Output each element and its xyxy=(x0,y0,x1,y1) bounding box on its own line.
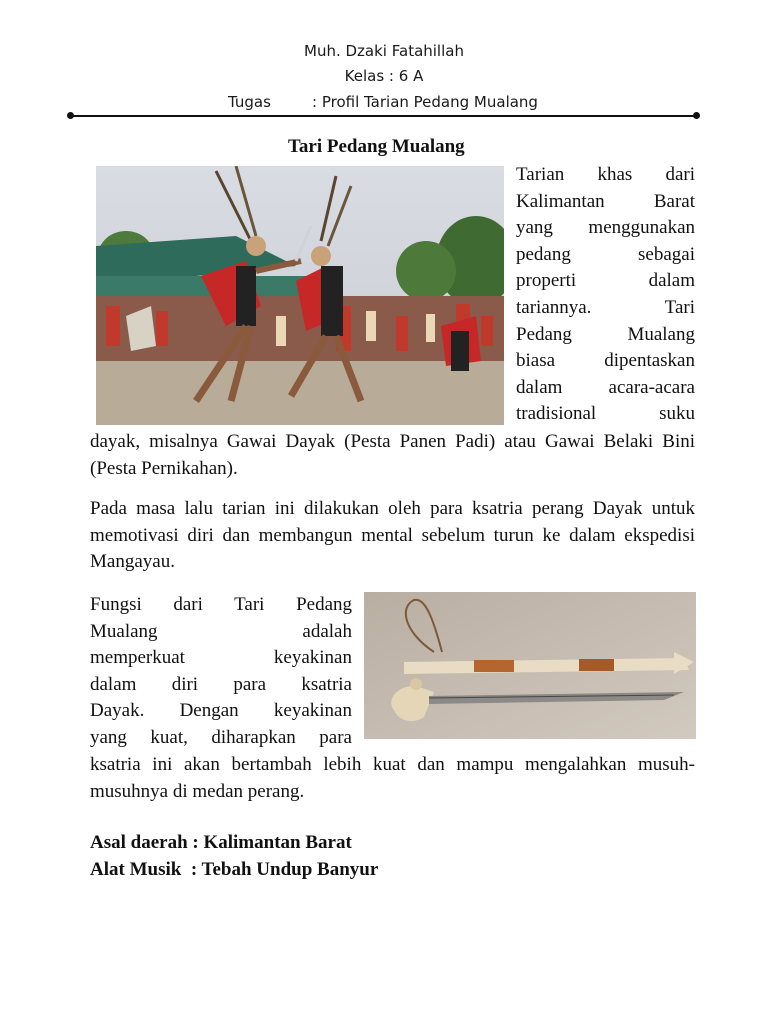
class-label: Kelas : 6 A xyxy=(344,67,424,85)
origin-info: Asal daerah : Kalimantan Barat xyxy=(90,832,352,853)
function-line: Mualang adalah xyxy=(90,620,352,642)
dance-photo xyxy=(96,166,504,425)
intro-side-text xyxy=(516,162,695,428)
header-divider xyxy=(71,115,696,117)
function-line: Dayak. Dengan keyakinan xyxy=(90,700,352,722)
sword-illustration xyxy=(364,592,696,739)
music-info: Alat Musik : Tebah Undup Banyur xyxy=(90,859,379,880)
intro-line: Pedang Mualang xyxy=(516,323,695,345)
divider-dot-left xyxy=(67,112,74,119)
intro-paragraph-rest: dayak, misalnya Gawai Dayak (Pesta Panen Padi) atau Gawai Belaki Bini (Pesta Pernikahan). xyxy=(90,431,695,479)
function-line: Fungsi dari Tari Pedang xyxy=(90,594,352,615)
intro-line: properti dalam xyxy=(516,270,695,292)
intro-line: yang menggunakan xyxy=(516,217,695,239)
sword-photo xyxy=(364,592,696,739)
intro-line: dalam acara-acara xyxy=(516,376,695,398)
function-line: dalam diri para ksatria xyxy=(90,673,352,695)
intro-line: Tarian khas dari xyxy=(516,164,695,185)
intro-line: biasa dipentaskan xyxy=(516,350,695,372)
intro-line: tariannya. Tari xyxy=(516,296,695,318)
intro-line: pedang sebagai xyxy=(516,243,695,265)
divider-dot-right xyxy=(693,112,700,119)
author-name: Muh. Dzaki Fatahillah xyxy=(304,42,464,60)
function-side-text xyxy=(90,592,352,752)
task-value: : Profil Tarian Pedang Mualang xyxy=(312,93,538,111)
dance-photo-illustration xyxy=(96,166,504,425)
function-line: yang kuat, diharapkan para xyxy=(90,726,352,748)
intro-line: Kalimantan Barat xyxy=(516,190,695,212)
task-label: Tugas xyxy=(228,93,271,111)
function-line: memperkuat keyakinan xyxy=(90,647,352,669)
function-paragraph-rest: ksatria ini akan bertambah lebih kuat dan mampu mengalahkan musuh-musuhnya di medan perang. xyxy=(90,754,695,802)
task-row xyxy=(228,93,538,111)
page-title: Tari Pedang Mualang xyxy=(288,136,465,157)
history-paragraph: Pada masa lalu tarian ini dilakukan oleh para ksatria perang Dayak untuk memotivasi diri dan membangun mental sebelum turun ke dalam ekspedisi Mangayau. xyxy=(90,498,695,573)
intro-line: tradisional suku xyxy=(516,403,695,425)
